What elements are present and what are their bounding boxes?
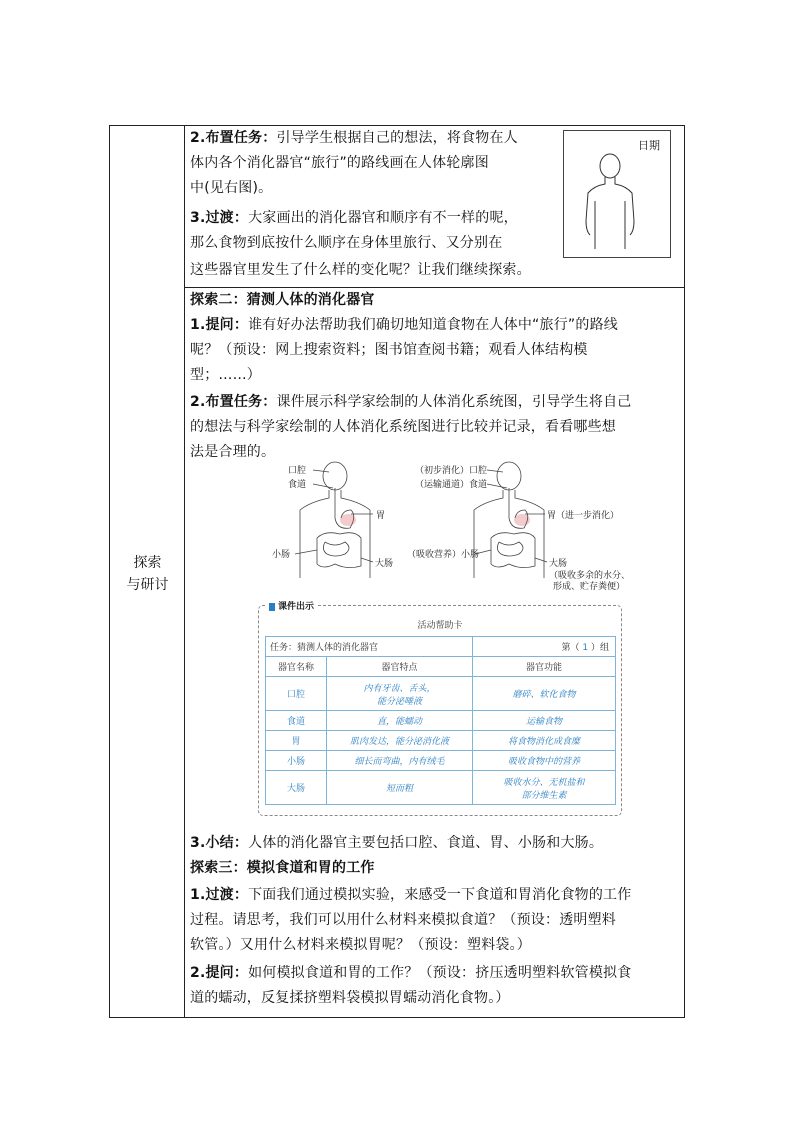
explore2-heading: 探索二：猜测人体的消化器官 bbox=[190, 292, 375, 308]
card-title: 活动帮助卡 bbox=[417, 621, 463, 631]
label-mouth-function: （初步消化）口腔 bbox=[415, 466, 488, 476]
label-esophagus: 食道 bbox=[288, 480, 307, 490]
figure-date-label: 日期 bbox=[638, 139, 660, 152]
task3-paragraph: 3.过渡：大家画出的消化器官和顺序有不一样的呢， bbox=[190, 210, 518, 226]
section-label: 探索 与研讨 bbox=[126, 555, 169, 593]
label-large-intestine-note-1: （吸收多余的水分、 bbox=[549, 571, 631, 581]
organ-table bbox=[265, 636, 616, 805]
label-stomach: 胃 bbox=[376, 511, 386, 521]
group-cell: 第（ 1 ）组 bbox=[473, 637, 616, 657]
label-large-intestine-note-2: 形成、贮存粪便） bbox=[553, 582, 626, 592]
courseware-badge: 课件出示 bbox=[265, 599, 318, 612]
explore3-heading: 探索三：模拟食道和胃的工作 bbox=[190, 860, 375, 876]
top-cell: 2.布置任务：引导学生根据自己的想法，将食物在人 体内各个消化器官“旅行”的路线画在人体轮廓图 中(见右图)。 3.过渡：大家画出的消化器官和顺序有不一样的呢， 那么食物到底按什么顺序在身体里旅行、又分别在 这些器官里发生了什么样的变化呢？让我们继续探索。 日期 bbox=[185, 126, 684, 288]
label-large-intestine-function: 大肠 bbox=[549, 559, 568, 569]
header-row: 器官名称 器官特点 器官功能 bbox=[266, 657, 616, 677]
table-row: 胃 肌肉发达，能分泌消化液 将食物消化成食糜 bbox=[266, 731, 616, 751]
table-row: 食道 直，能蠕动 运输食物 bbox=[266, 711, 616, 731]
explore3-question: 2.提问：如何模拟食道和胃的工作？（预设：挤压透明塑料软管模拟食 bbox=[190, 965, 632, 981]
task-row bbox=[266, 637, 616, 657]
explore2-task: 2.布置任务：课件展示科学家绘制的人体消化系统图，引导学生将自己 bbox=[190, 394, 632, 410]
task-cell: 任务：猜测人体的消化器官 bbox=[266, 637, 473, 657]
label-esophagus-function: （运输通道）食道 bbox=[415, 480, 488, 490]
explore2-question: 1.提问：谁有好办法帮助我们确切地知道食物在人体中“旅行”的路线 bbox=[190, 317, 618, 333]
main-cell: 探索二：猜测人体的消化器官 1.提问：谁有好办法帮助我们确切地知道食物在人体中“旅行”的路线 呢？（预设：网上搜索资料；图书馆查阅书籍；观看人体结构模 型；……） 2.布置任务：课件展示科学家绘制的人体消化系统图，引导学生将自己 的想法与科学家绘制的人体消化系统图进行比较并记录，看看哪些想 法是合理的。 口腔 食道 胃 小肠 大肠 （初步消化）口腔 （运输通道）食道 胃（进一步消化） （吸收营养）小肠 大肠 （吸收多余的水分、 形成、贮存粪便） 课件出示 活动帮助卡 任务：猜测人体的消化器官 第（ 1 ）组 器官名称 器官特点 器官功能 口腔 内有牙齿、舌头， 能分泌唾液 磨碎、软化食物 食道 直，能蠕动 运输食物 胃 肌肉发达，能分泌消化液 将食物消化成食糜 小肠 细长而弯曲，内有绒毛 吸收食物中的营养 大肠 短而粗 吸收水分、无机盐和 部分维生素 3.小结：人体的消化器官主要包括口腔、食道、胃、小肠和大肠。 探索三：模拟食道和胃的工作 1.过渡：下面我们通过模拟实验，来感受一下食道和胃消化食物的工作 过程。请思考，我们可以用什么材料来模拟食道？（预设：透明塑料 软管。）又用什么材料来模拟胃呢？（预设：塑料袋。） 2.提问：如何模拟食道和胃的工作？（预设：挤压透明塑料软管模拟食 道的蠕动，反复揉挤塑料袋模拟胃蠕动消化食物。） bbox=[185, 288, 684, 1017]
task2-paragraph: 2.布置任务：引导学生根据自己的想法，将食物在人 bbox=[190, 130, 518, 146]
activity-help-card bbox=[258, 602, 622, 816]
digestive-system-diagram bbox=[255, 458, 635, 608]
table-row: 大肠 短而粗 吸收水分、无机盐和 部分维生素 bbox=[266, 771, 616, 805]
summary-paragraph: 3.小结：人体的消化器官主要包括口腔、食道、胃、小肠和大肠。 bbox=[190, 835, 604, 851]
label-small-intestine-function: （吸收营养）小肠 bbox=[407, 550, 480, 560]
table-row: 口腔 内有牙齿、舌头， 能分泌唾液 磨碎、软化食物 bbox=[266, 677, 616, 711]
label-small-intestine: 小肠 bbox=[272, 550, 291, 560]
body-outline-figure bbox=[563, 130, 671, 258]
lesson-table bbox=[109, 125, 685, 1018]
label-mouth: 口腔 bbox=[288, 466, 307, 476]
table-row: 小肠 细长而弯曲，内有绒毛 吸收食物中的营养 bbox=[266, 751, 616, 771]
explore3-transition: 1.过渡：下面我们通过模拟实验，来感受一下食道和胃消化食物的工作 bbox=[190, 887, 632, 903]
label-large-intestine: 大肠 bbox=[375, 559, 394, 569]
label-stomach-function: 胃（进一步消化） bbox=[547, 511, 620, 521]
section-label-cell bbox=[110, 126, 185, 1017]
